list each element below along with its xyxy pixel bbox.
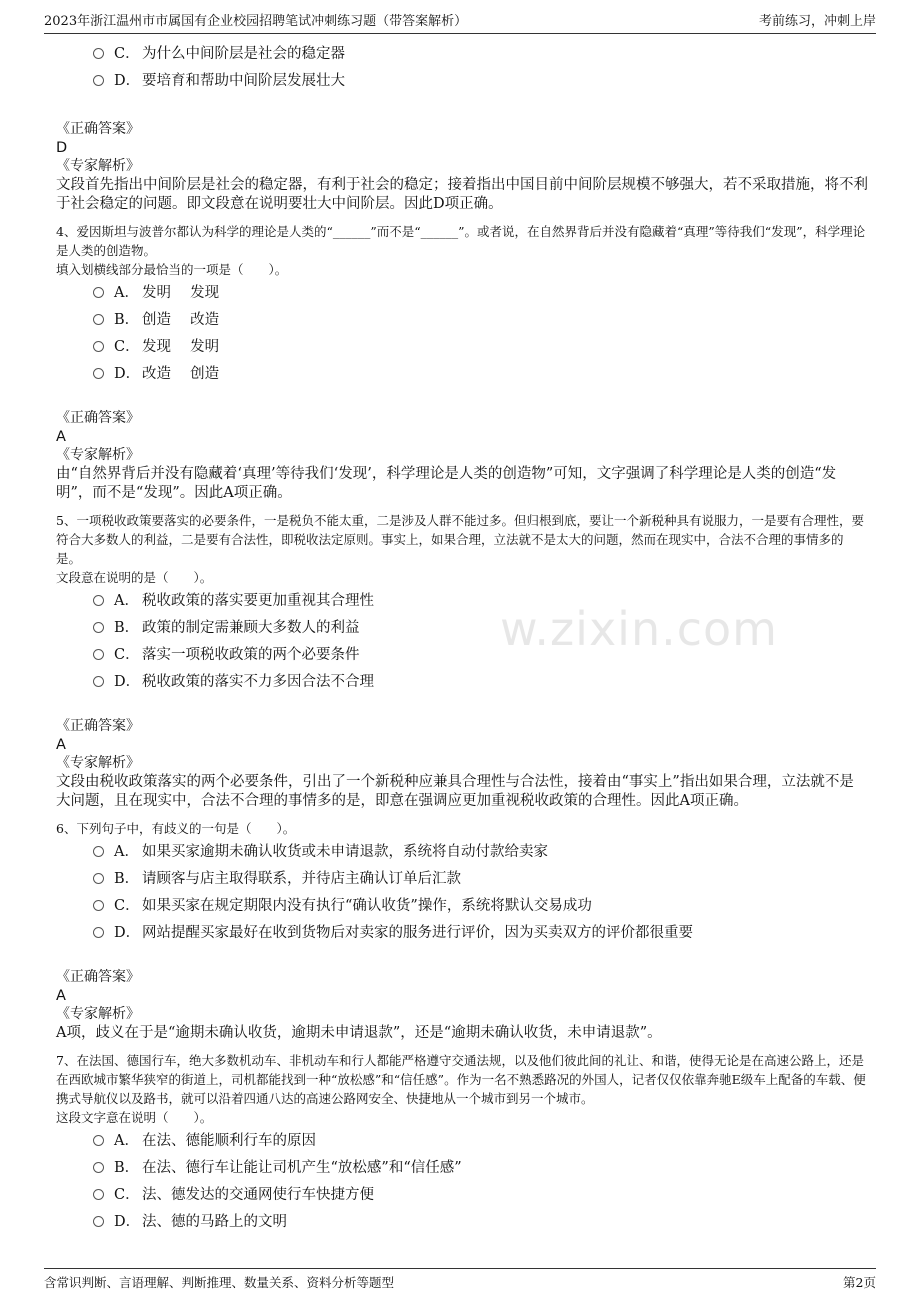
option-text: 发明 发现 — [142, 285, 220, 301]
analysis-text: 文段由税收政策落实的两个必要条件，引出了一个新税种应兼具合理性与合法性，接着由“事实上”指出如果合理，立法就不是大问题，且在现实中，合法不合理的事情多的是，即意在强调应更加重视税收政策的合理性。因此A项正确。 — [56, 774, 854, 809]
radio-icon[interactable] — [93, 1162, 104, 1173]
option-c[interactable] — [56, 333, 868, 360]
option-list — [56, 40, 868, 94]
option-text: 改造 创造 — [142, 366, 220, 382]
option-text: 税收政策的落实要更加重视其合理性 — [142, 593, 374, 609]
option-letter: D． — [114, 1214, 141, 1230]
option-a[interactable] — [56, 587, 868, 614]
radio-icon[interactable] — [93, 314, 104, 325]
question-prompt: 填入划横线部分最恰当的一项是（ ）。 — [56, 262, 288, 277]
option-letter: A． — [114, 1133, 139, 1149]
option-b[interactable] — [56, 306, 868, 333]
answer-value: D — [56, 140, 68, 156]
option-text: 法、德的马路上的文明 — [142, 1214, 287, 1230]
option-letter: B． — [114, 1160, 140, 1176]
page-number: 第2页 — [843, 1275, 876, 1290]
radio-icon[interactable] — [93, 1189, 104, 1200]
option-d[interactable] — [56, 67, 868, 94]
answer-value: A — [56, 988, 66, 1004]
option-c[interactable] — [56, 1181, 868, 1208]
question-stem: 5、一项税收政策要落实的必要条件，一是税负不能太重，二是涉及人群不能过多。但归根到底，要让一个新税种具有说服力，一是要有合理性，要符合大多数人的利益，二是要有合法性，即税收法定原则。事实上，如果合理，立法就不是太大的问题，然而在现实中，合法不合理的事情多的是。 — [56, 513, 864, 566]
option-list — [56, 587, 868, 695]
radio-icon[interactable] — [93, 927, 104, 938]
option-list — [56, 1127, 868, 1235]
option-letter: D． — [114, 366, 141, 382]
footer-topics: 含常识判断、言语理解、判断推理、数量关系、资料分析等题型 — [44, 1275, 395, 1290]
watermark: w.zixin.com — [500, 602, 778, 656]
analysis-label: 《专家解析》 — [56, 158, 140, 174]
option-c[interactable] — [56, 641, 868, 668]
radio-icon[interactable] — [93, 287, 104, 298]
header-slogan: 考前练习，冲刺上岸 — [758, 14, 876, 29]
option-letter: B． — [114, 871, 140, 887]
answer-value: A — [56, 737, 66, 753]
radio-icon[interactable] — [93, 341, 104, 352]
radio-icon[interactable] — [93, 900, 104, 911]
option-text: 网站提醒买家最好在收到货物后对卖家的服务进行评价，因为买卖双方的评价都很重要 — [142, 925, 693, 941]
question-7 — [56, 1051, 868, 1235]
option-d[interactable] — [56, 919, 868, 946]
analysis-label: 《专家解析》 — [56, 1006, 140, 1022]
option-text: 法、德发达的交通网使行车快捷方便 — [142, 1187, 374, 1203]
document-body — [56, 40, 868, 1235]
page-footer — [44, 1268, 876, 1295]
answer-label: 《正确答案》 — [56, 121, 140, 137]
option-text: 在法、德行车让能让司机产生“放松感”和“信任感” — [142, 1160, 462, 1176]
option-text: 落实一项税收政策的两个必要条件 — [142, 647, 360, 663]
radio-icon[interactable] — [93, 873, 104, 884]
option-text: 请顾客与店主取得联系，并待店主确认订单后汇款 — [142, 871, 461, 887]
radio-icon[interactable] — [93, 368, 104, 379]
option-letter: C． — [114, 1187, 140, 1203]
option-text: 如果买家在规定期限内没有执行“确认收货”操作，系统将默认交易成功 — [142, 898, 592, 914]
page-header — [44, 0, 876, 34]
option-d[interactable] — [56, 360, 868, 387]
option-b[interactable] — [56, 614, 868, 641]
radio-icon[interactable] — [93, 1135, 104, 1146]
option-c[interactable] — [56, 892, 868, 919]
option-letter: D． — [114, 73, 141, 89]
question-prompt: 这段文字意在说明（ ）。 — [56, 1110, 213, 1125]
option-letter: C． — [114, 647, 140, 663]
option-list — [56, 279, 868, 387]
option-letter: A． — [114, 285, 139, 301]
option-b[interactable] — [56, 865, 868, 892]
radio-icon[interactable] — [93, 595, 104, 606]
option-text: 创造 改造 — [142, 312, 220, 328]
radio-icon[interactable] — [93, 649, 104, 660]
question-5 — [56, 511, 868, 811]
option-letter: C． — [114, 46, 140, 62]
option-d[interactable] — [56, 1208, 868, 1235]
option-text: 税收政策的落实不力多因合法不合理 — [142, 674, 374, 690]
option-d[interactable] — [56, 668, 868, 695]
radio-icon[interactable] — [93, 622, 104, 633]
option-letter: B． — [114, 620, 140, 636]
option-text: 发现 发明 — [142, 339, 220, 355]
option-letter: D． — [114, 674, 141, 690]
question-3 — [56, 40, 868, 214]
option-b[interactable] — [56, 1154, 868, 1181]
question-stem: 7、在法国、德国行车，绝大多数机动车、非机动车和行人都能严格遵守交通法规，以及他们彼此间的礼让、和谐，使得无论是在高速公路上，还是在西欧城市繁华狭窄的街道上，司机都能找到一种“放松感”和“信任感”。作为一名不熟悉路况的外国人，记者仅仅依靠奔驰E级车上配备的车载、便携式导航仪以及路书，就可以沿着四通八达的高速公路网安全、快捷地从一个城市到另一个城市。 — [56, 1053, 866, 1106]
radio-icon[interactable] — [93, 846, 104, 857]
option-a[interactable] — [56, 838, 868, 865]
analysis-label: 《专家解析》 — [56, 447, 140, 463]
option-letter: C． — [114, 898, 140, 914]
option-text: 政策的制定需兼顾大多数人的利益 — [142, 620, 360, 636]
analysis-text: 由“自然界背后并没有隐藏着‘真理’等待我们‘发现’，科学理论是人类的创造物”可知，文字强调了科学理论是人类的创造“发明”，而不是“发现”。因此A项正确。 — [56, 466, 837, 501]
question-stem: 4、爱因斯坦与波普尔都认为科学的理论是人类的“______”而不是“______”。或者说，在自然界背后并没有隐藏着“真理”等待我们“发现”，科学理论是人类的创造物。 — [56, 224, 866, 258]
option-c[interactable] — [56, 40, 868, 67]
option-text: 要培育和帮助中间阶层发展壮大 — [142, 73, 345, 89]
option-letter: A． — [114, 593, 139, 609]
question-stem: 6、下列句子中，有歧义的一句是（ ）。 — [56, 821, 296, 836]
option-letter: B． — [114, 312, 140, 328]
option-text: 为什么中间阶层是社会的稳定器 — [142, 46, 345, 62]
radio-icon[interactable] — [93, 1216, 104, 1227]
option-text: 如果买家逾期未确认收货或未申请退款，系统将自动付款给卖家 — [142, 844, 548, 860]
question-6 — [56, 819, 868, 1043]
answer-label: 《正确答案》 — [56, 410, 140, 426]
option-letter: A． — [114, 844, 139, 860]
option-list — [56, 838, 868, 946]
question-4 — [56, 222, 868, 503]
document-title: 2023年浙江温州市市属国有企业校园招聘笔试冲刺练习题（带答案解析） — [44, 14, 468, 29]
analysis-text: 文段首先指出中间阶层是社会的稳定器，有利于社会的稳定；接着指出中国目前中间阶层规模不够强大，若不采取措施，将不利于社会稳定的问题。即文段意在说明要壮大中间阶层。因此D项正确。 — [56, 177, 868, 212]
option-a[interactable] — [56, 1127, 868, 1154]
analysis-text: A项，歧义在于是“逾期未确认收货，逾期未申请退款”，还是“逾期未确认收货，未申请退款”。 — [56, 1025, 662, 1041]
option-letter: C． — [114, 339, 140, 355]
radio-icon[interactable] — [93, 48, 104, 59]
question-prompt: 文段意在说明的是（ ）。 — [56, 570, 213, 585]
radio-icon[interactable] — [93, 676, 104, 687]
option-letter: D． — [114, 925, 141, 941]
answer-label: 《正确答案》 — [56, 969, 140, 985]
answer-value: A — [56, 429, 66, 445]
option-text: 在法、德能顺利行车的原因 — [142, 1133, 316, 1149]
analysis-label: 《专家解析》 — [56, 755, 140, 771]
option-a[interactable] — [56, 279, 868, 306]
answer-label: 《正确答案》 — [56, 718, 140, 734]
radio-icon[interactable] — [93, 75, 104, 86]
